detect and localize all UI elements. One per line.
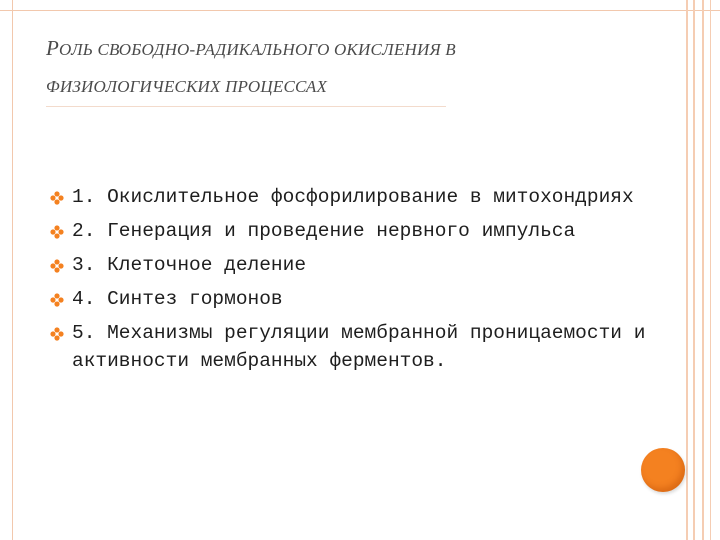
slide-title xyxy=(46,30,666,105)
list-item xyxy=(50,217,650,245)
flower-bullet-icon xyxy=(50,225,64,239)
flower-bullet-icon xyxy=(50,327,64,341)
flower-bullet-icon xyxy=(50,191,64,205)
list-item xyxy=(50,285,650,313)
orange-circle xyxy=(641,448,685,492)
frame-line-right xyxy=(710,0,711,540)
title-line-2: ФИЗИОЛОГИЧЕСКИХ ПРОЦЕССАХ xyxy=(46,77,328,96)
title-divider xyxy=(46,106,446,107)
list-item xyxy=(50,183,650,211)
title-line-1 xyxy=(46,30,666,68)
list-item-text: 5. Механизмы регуляции мембранной проницаемости и активности мембранных ферментов. xyxy=(72,322,646,372)
title-line-1-text: ОЛЬ СВОБОДНО-РАДИКАЛЬНОГО ОКИСЛЕНИЯ В xyxy=(59,40,456,59)
list-item-text: 3. Клеточное деление xyxy=(72,254,307,276)
frame-line-right xyxy=(693,0,695,540)
title-first-letter: Р xyxy=(46,36,60,60)
flower-bullet-icon xyxy=(50,293,64,307)
frame-line-right xyxy=(686,0,688,540)
list-item-text: 2. Генерация и проведение нервного импульса xyxy=(72,220,576,242)
frame-line-top xyxy=(0,10,720,11)
frame-line-left xyxy=(12,0,13,540)
list-item-text: 4. Синтез гормонов xyxy=(72,288,283,310)
list-item xyxy=(50,251,650,279)
list-item-text: 1. Окислительное фосфорилирование в митохондриях xyxy=(72,186,634,208)
frame-line-right xyxy=(702,0,704,540)
flower-bullet-icon xyxy=(50,259,64,273)
bullet-list xyxy=(50,183,650,381)
list-item xyxy=(50,319,650,375)
